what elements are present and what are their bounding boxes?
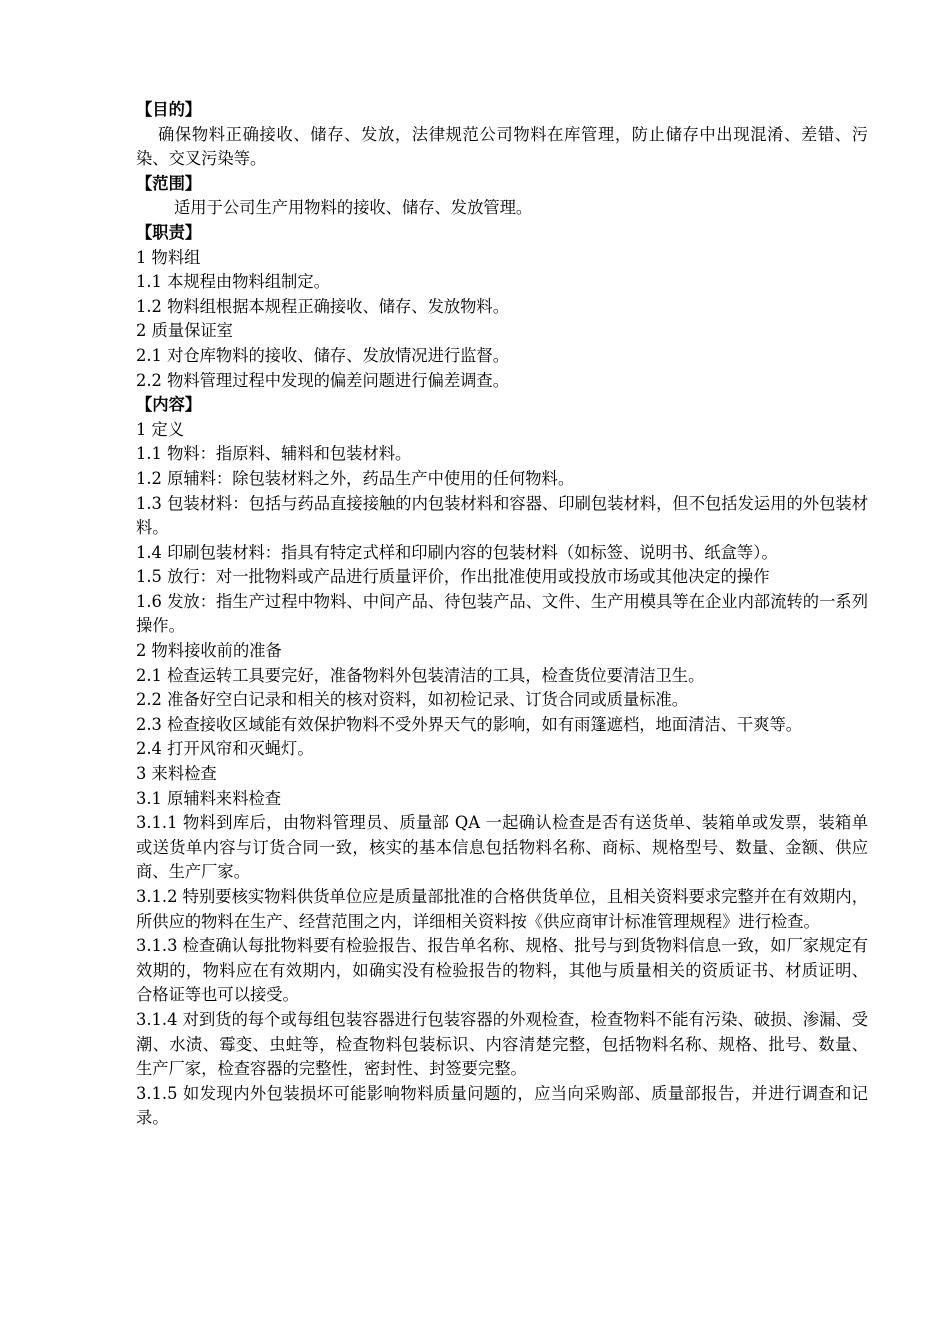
paragraph: 1.2 物料组根据本规程正确接收、储存、发放物料。 [136,296,509,316]
paragraph: 1.3 包装材料：包括与药品直接接触的内包装材料和容器、印刷包装材料，但不包括发运用的外包装材料。 [136,493,868,538]
paragraph: 1.1 物料：指原料、辅料和包装材料。 [136,444,412,464]
paragraph: 2.4 打开风帘和灭蝇灯。 [136,739,314,759]
paragraph: 2.1 对仓库物料的接收、储存、发放情况进行监督。 [136,345,509,365]
paragraph: 2 物料接收前的准备 [136,641,282,661]
paragraph: 1.6 发放：指生产过程中物料、中间产品、待包装产品、文件、生产用模具等在企业内部流转的一系列操作。 [136,591,868,636]
paragraph: 2.2 物料管理过程中发现的偏差问题进行偏差调查。 [136,370,509,390]
section-heading-responsibility: 【职责】 [136,222,202,242]
paragraph: 1.5 放行：对一批物料或产品进行质量评价，作出批准使用或投放市场或其他决定的操作 [136,567,770,587]
paragraph: 3.1.2 特别要核实物料供货单位应是质量部批准的合格供货单位，且相关资料要求完整并在有效期内，所供应的物料在生产、经营范围之内，详细相关资料按《供应商审计标准管理规程》进行检查。 [136,887,868,931]
paragraph: 3 来料检查 [136,764,217,784]
section-heading-content: 【内容】 [136,395,202,415]
purpose-text: 确保物料正确接收、储存、发放，法律规范公司物料在库管理，防止储存中出现混淆、差错、污染、交叉污染等。 [136,124,868,169]
paragraph: 2 质量保证室 [136,321,233,341]
section-heading-scope: 【范围】 [136,173,202,193]
paragraph: 2.1 检查运转工具要完好，准备物料外包装清洁的工具，检查货位要清洁卫生。 [136,665,705,685]
paragraph: 3.1.5 如发现内外包装损坏可能影响物料质量问题的，应当向采购部、质量部报告，并进行调查和记录。 [136,1083,868,1128]
paragraph: 3.1.3 检查确认每批物料要有检验报告、报告单名称、规格、批号与到货物料信息一致，如厂家规定有效期的，物料应在有效期内，如确实没有检验报告的物料，其他与质量相关的资质证书、材质证明、合格证等也可以接受。 [136,936,868,1005]
paragraph: 3.1.1 物料到库后，由物料管理员、质量部 QA 一起确认检查是否有送货单、装箱单或发票，装箱单或送货单内容与订货合同一致，核实的基本信息包括物料名称、商标、规格型号、数量、金额、供应商、生产厂家。 [136,813,868,882]
paragraph: 2.3 检查接收区域能有效保护物料不受外界天气的影响，如有雨篷遮档，地面清洁、干爽等。 [136,714,803,734]
document-page [136,98,868,1131]
section-heading-purpose: 【目的】 [136,100,202,119]
scope-text: 适用于公司生产用物料的接收、储存、发放管理。 [174,198,533,218]
paragraph: 1 物料组 [136,247,201,267]
paragraph: 1.4 印刷包装材料：指具有特定式样和印刷内容的包装材料（如标签、说明书、纸盒等）。 [136,542,778,562]
paragraph: 3.1 原辅料来料检查 [136,788,282,808]
paragraph: 1.1 本规程由物料组制定。 [136,272,330,292]
paragraph: 1 定义 [136,419,185,439]
paragraph: 2.2 准备好空白记录和相关的核对资料，如初检记录、订货合同或质量标准。 [136,690,689,710]
paragraph: 3.1.4 对到货的每个或每组包装容器进行包装容器的外观检查，检查物料不能有污染、破损、渗漏、受潮、水渍、霉变、虫蛀等，检查物料包装标识、内容清楚完整，包括物料名称、规格、批号、数量、生产厂家，检查容器的完整性，密封性、封签要完整。 [136,1009,868,1079]
paragraph: 1.2 原辅料：除包装材料之外，药品生产中使用的任何物料。 [136,468,575,488]
